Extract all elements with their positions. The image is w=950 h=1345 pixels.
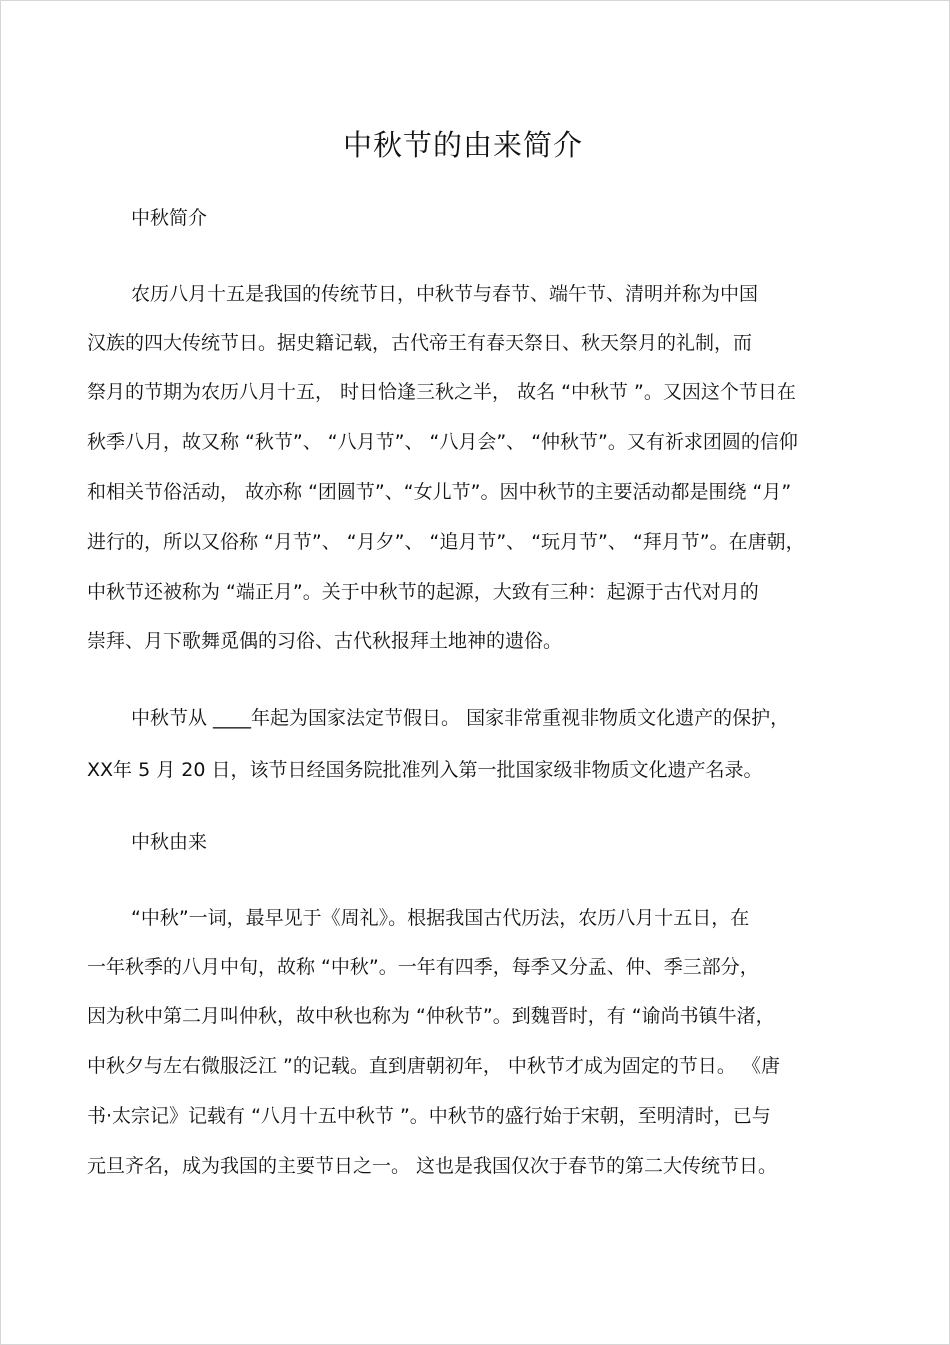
paragraph-line: 一年秋季的八月中旬，故称 “中秋”。一年有四季，每季又分孟、仲、季三部分， [87,956,759,978]
paragraph-line: 元旦齐名，成为我国的主要节日之一。 这也是我国仅次于春节的第二大传统节日。 [87,1155,778,1177]
paragraph-line: 进行的，所以又俗称 “月节”、 “月夕”、 “追月节”、 “玩月节”、 “拜月节”。在唐朝， [87,531,805,553]
paragraph-line: XX年 5 月 20 日，该节日经国务院批准列入第一批国家级非物质文化遗产名录。 [87,759,763,781]
section-heading-intro: 中秋简介 [131,207,208,229]
paragraph-line: 崇拜、月下歌舞觅偶的习俗、古代秋报拜土地神的遗俗。 [87,630,563,652]
paragraph-line: 中秋节从 ____年起为国家法定节假日。 国家非常重视非物质文化遗产的保护， [131,707,790,729]
paragraph-line: 因为秋中第二月叫仲秋，故中秋也称为 “仲秋节”。到魏晋时，有 “谕尚书镇牛渚， [87,1005,775,1027]
paragraph-line: “中秋”一词，最早见于《周礼》。根据我国古代历法，农历八月十五日，在 [131,907,750,929]
page-title: 中秋节的由来简介 [342,128,583,162]
paragraph-line: 农历八月十五是我国的传统节日，中秋节与春节、端午节、清明并称为中国 [131,283,759,305]
paragraph-line: 祭月的节期为农历八月十五， 时日恰逢三秋之半， 故名 “中秋节 ”。又因这个节日在 [87,381,796,403]
paragraph-line: 中秋夕与左右微服泛江 ”的记载。直到唐朝初年， 中秋节才成为固定的节日。 《唐 [87,1055,780,1077]
section-heading-origin: 中秋由来 [131,831,208,853]
paragraph-line: 中秋节还被称为 “端正月”。关于中秋节的起源，大致有三种：起源于古代对月的 [87,581,759,603]
paragraph-line: 和相关节俗活动， 故亦称 “团圆节”、“女儿节”。因中秋节的主要活动都是围绕 “月” [87,481,792,503]
paragraph-line: 汉族的四大传统节日。据史籍记载，古代帝王有春天祭日、秋天祭月的礼制，而 [87,332,753,354]
paragraph-line: 书·太宗记》记载有 “八月十五中秋节 ”。中秋节的盛行始于宋朝，至明清时，已与 [87,1105,771,1127]
paragraph-line: 秋季八月，故又称 “秋节”、 “八月节”、 “八月会”、 “仲秋节”。又有祈求团圆的信仰 [87,431,798,453]
